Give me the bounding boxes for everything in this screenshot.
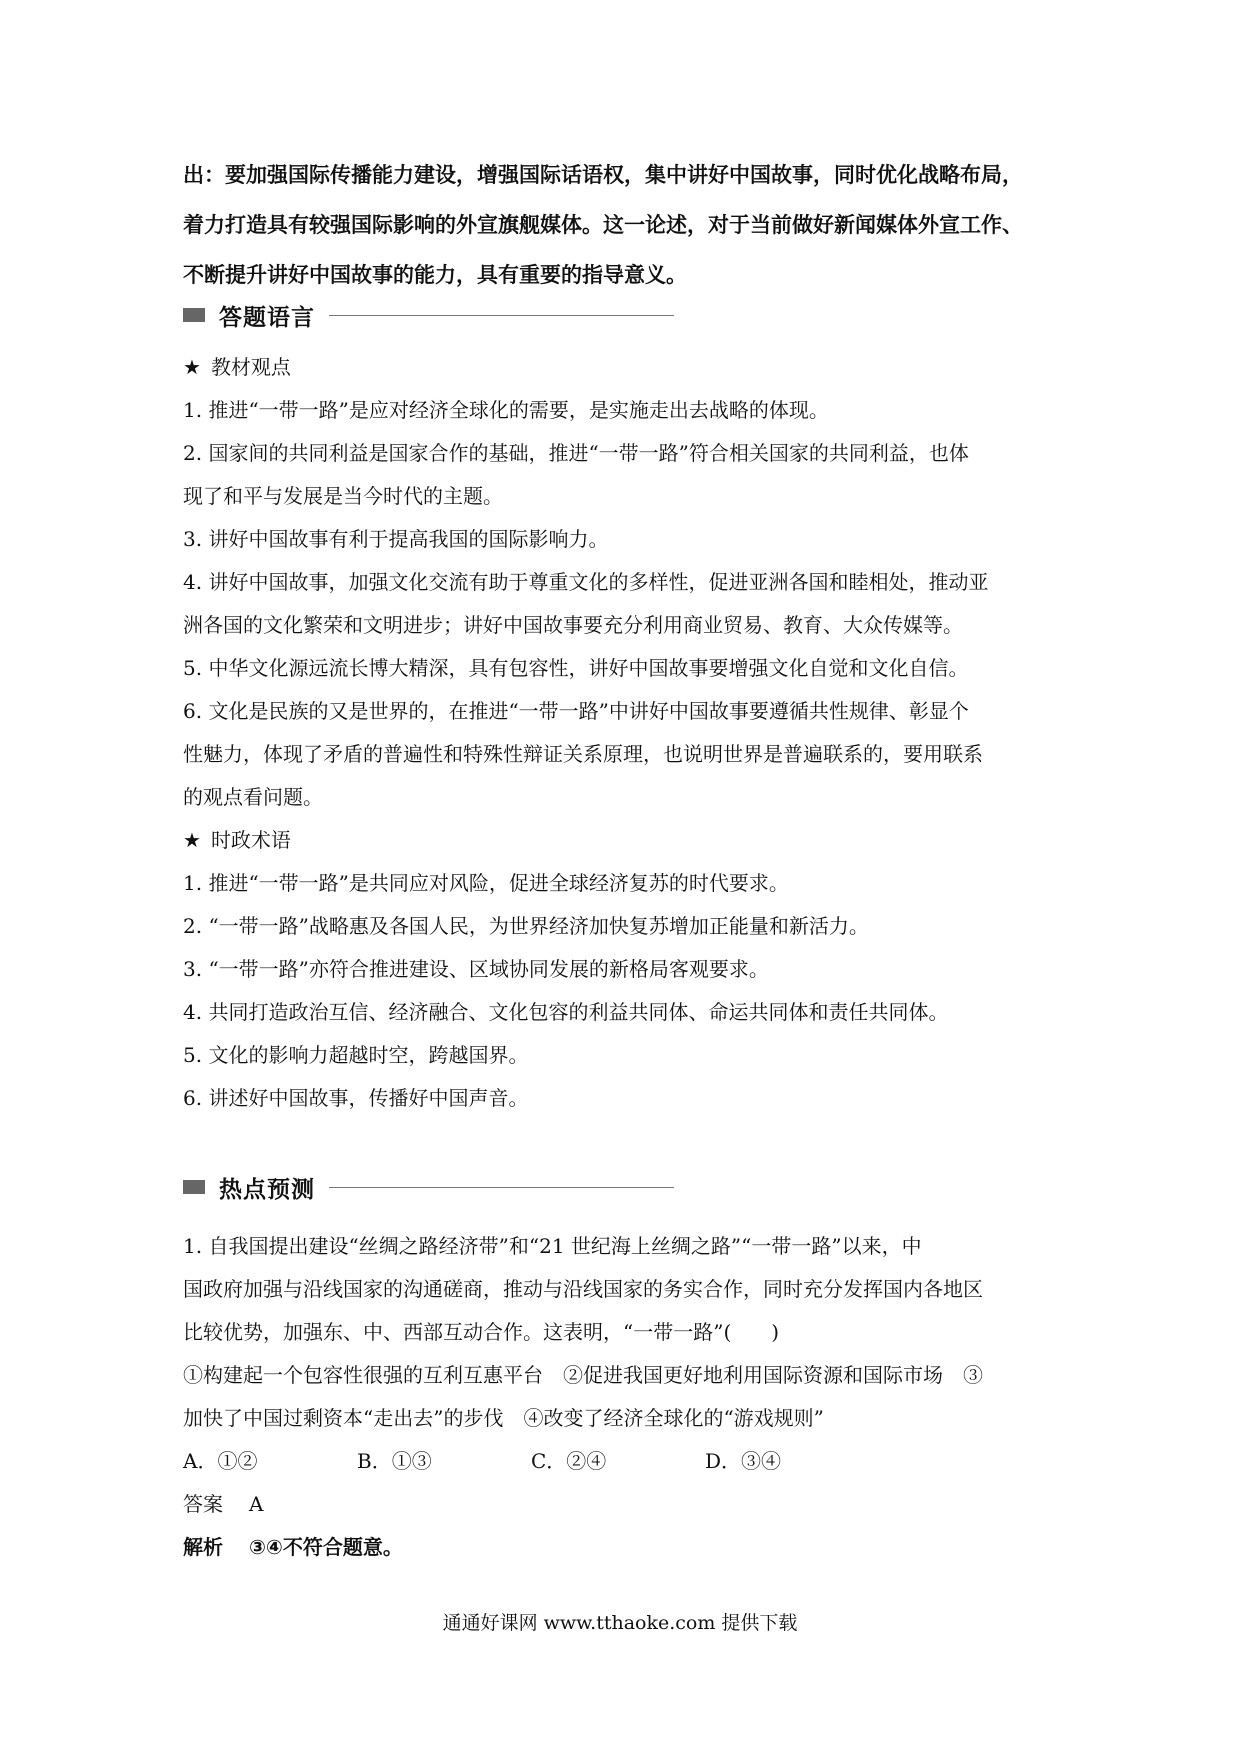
section-title: 热点预测 [219, 1176, 315, 1203]
list-item: 1. 推进“一带一路”是应对经济全球化的需要，是实施走出去战略的体现。 [183, 398, 829, 422]
subheading-text: 时政术语 [210, 828, 291, 852]
analysis-label: 解析 [183, 1535, 223, 1559]
list-item: 1. 推进“一带一路”是共同应对风险，促进全球经济复苏的时代要求。 [183, 871, 789, 895]
list-item: 5. 文化的影响力超越时空，跨越国界。 [183, 1043, 529, 1067]
analysis-line [183, 1526, 1063, 1569]
page-footer: 通通好课网 www.tthaoke.com 提供下载 [442, 1612, 798, 1634]
list-item: 5. 中华文化源远流长博大精深，具有包容性，讲好中国故事要增强文化自觉和文化自信。 [183, 656, 969, 680]
list-item: 2. “一带一路”战略惠及各国人民，为世界经济加快复苏增加正能量和新活力。 [183, 914, 869, 938]
section-heading-hot-topics [183, 1172, 674, 1202]
question-line: 国政府加强与沿线国家的沟通磋商，推动与沿线国家的务实合作，同时充分发挥国内各地区 [183, 1277, 983, 1301]
question-line: 1. 自我国提出建设“丝绸之路经济带”和“21 世纪海上丝绸之路”“一带一路”以来，中 [183, 1234, 922, 1258]
hot-topic-question [183, 1225, 1063, 1569]
subheading-text: 教材观点 [210, 355, 291, 379]
list-item: 3. 讲好中国故事有利于提高我国的国际影响力。 [183, 527, 609, 551]
subheading-policy-terms [183, 819, 1063, 862]
list-item: 6. 文化是民族的又是世界的，在推进“一带一路”中讲好中国故事要遵循共性规律、彰显个 [183, 699, 969, 723]
intro-line: 出：要加强国际传播能力建设，增强国际话语权，集中讲好中国故事，同时优化战略布局， [183, 163, 1023, 187]
section-marker-icon [183, 1180, 205, 1194]
question-line: 加快了中国过剩资本“走出去”的步伐 ④改变了经济全球化的“游戏规则” [183, 1406, 824, 1430]
intro-line: 不断提升讲好中国故事的能力，具有重要的指导意义。 [183, 263, 687, 287]
option-b: B．①③ [357, 1449, 432, 1473]
list-item: 4. 共同打造政治互信、经济融合、文化包容的利益共同体、命运共同体和责任共同体。 [183, 1000, 949, 1024]
answer-language-content [183, 346, 1063, 1120]
answer-options [183, 1440, 1063, 1483]
list-item: 现了和平与发展是当今时代的主题。 [183, 484, 503, 508]
list-item: 性魅力，体现了矛盾的普遍性和特殊性辩证关系原理，也说明世界是普遍联系的，要用联系 [183, 742, 983, 766]
list-item: 4. 讲好中国故事，加强文化交流有助于尊重文化的多样性，促进亚洲各国和睦相处，推动亚 [183, 570, 989, 594]
option-d: D．③④ [705, 1449, 782, 1473]
section-rule [329, 1187, 674, 1188]
star-icon: ★ [183, 828, 201, 852]
list-item: 2. 国家间的共同利益是国家合作的基础，推进“一带一路”符合相关国家的共同利益，也体 [183, 441, 969, 465]
section-heading-answer-language [183, 300, 674, 330]
answer-value: A [249, 1492, 264, 1516]
option-a: A．①② [183, 1449, 258, 1473]
intro-paragraph [183, 150, 1083, 300]
list-item: 的观点看问题。 [183, 785, 323, 809]
question-line: 比较优势，加强东、中、西部互动合作。这表明，“一带一路”( ) [183, 1320, 780, 1344]
list-item: 3. “一带一路”亦符合推进建设、区域协同发展的新格局客观要求。 [183, 957, 769, 981]
question-line: ①构建起一个包容性很强的互利互惠平台 ②促进我国更好地利用国际资源和国际市场 ③ [183, 1363, 983, 1387]
analysis-text: ③④不符合题意。 [249, 1535, 403, 1559]
section-title: 答题语言 [219, 304, 315, 331]
answer-line [183, 1483, 1063, 1526]
star-icon: ★ [183, 355, 201, 379]
section-rule [329, 315, 674, 316]
answer-label: 答案 [183, 1492, 223, 1516]
subheading-textbook-views [183, 346, 1063, 389]
section-marker-icon [183, 308, 205, 322]
list-item: 洲各国的文化繁荣和文明进步；讲好中国故事要充分利用商业贸易、教育、大众传媒等。 [183, 613, 963, 637]
intro-line: 着力打造具有较强国际影响的外宣旗舰媒体。这一论述，对于当前做好新闻媒体外宣工作、 [183, 213, 1023, 237]
option-c: C．②④ [531, 1449, 607, 1473]
list-item: 6. 讲述好中国故事，传播好中国声音。 [183, 1086, 529, 1110]
